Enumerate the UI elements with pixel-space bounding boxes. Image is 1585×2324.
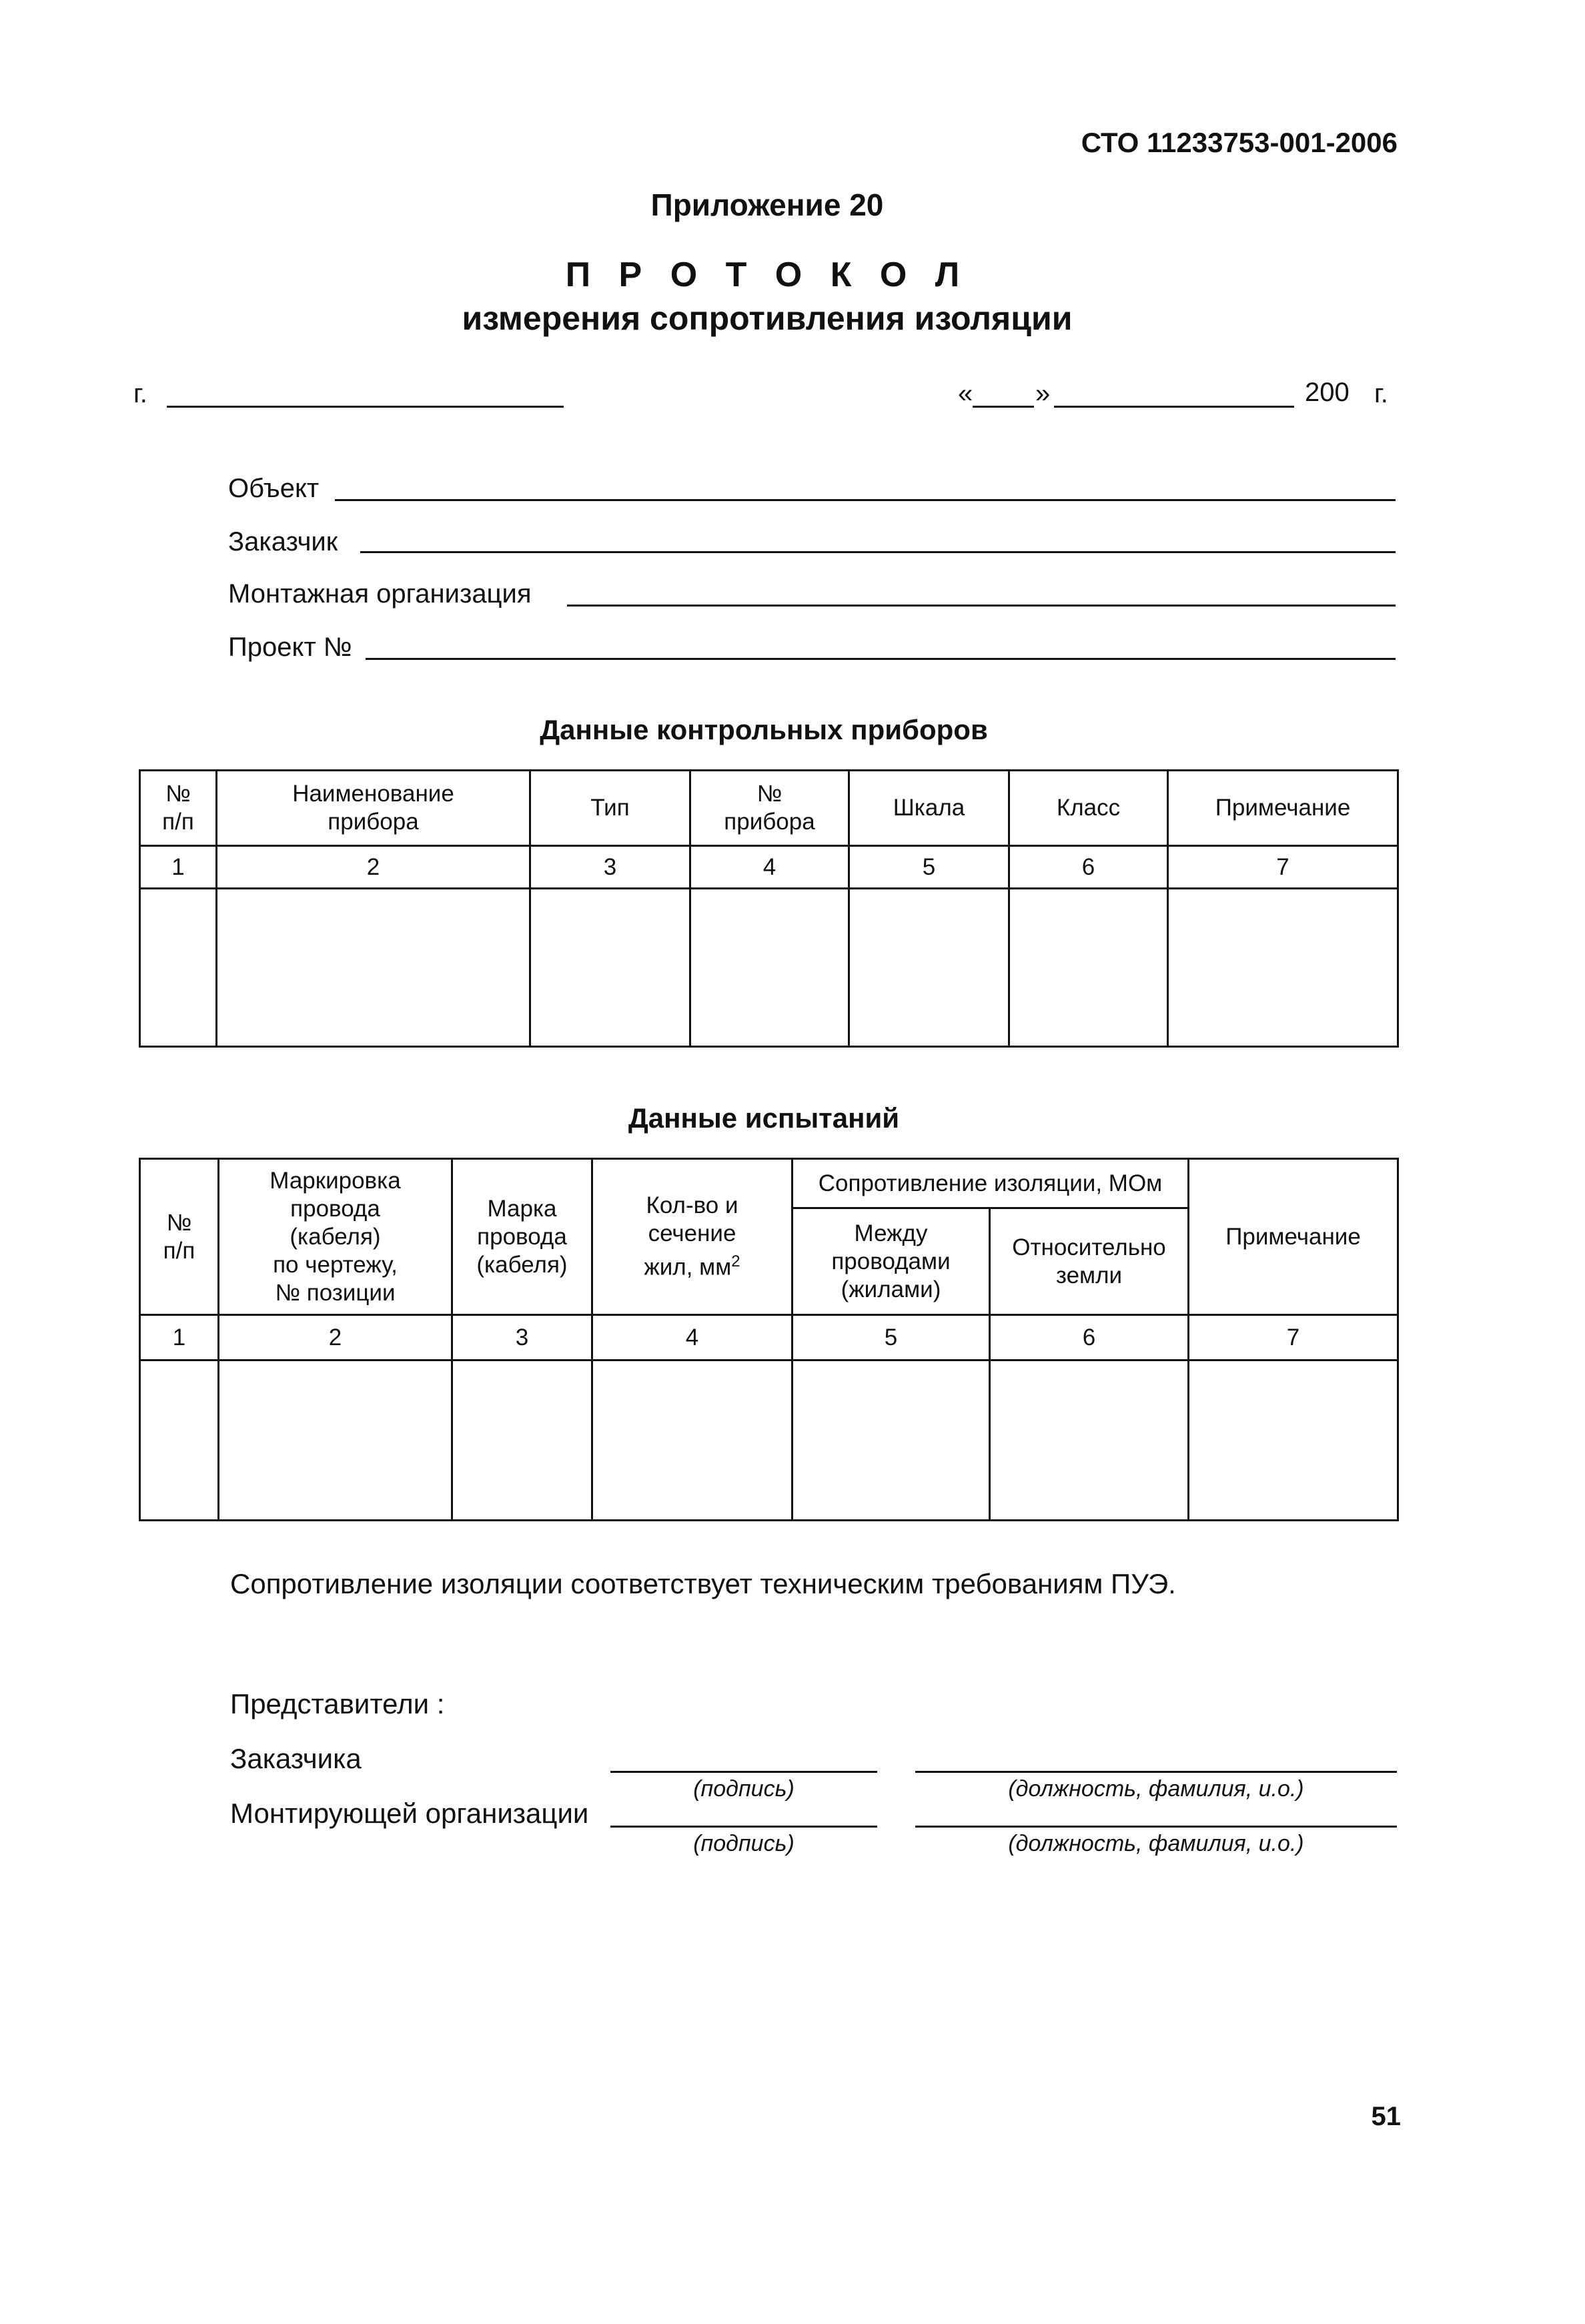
col-number: 7 <box>1168 846 1398 889</box>
table-cell[interactable] <box>1189 1361 1398 1521</box>
col-header-wire-marking: Маркировка провода (кабеля) по чертежу, № позиции <box>219 1159 452 1315</box>
col-header-type: Тип <box>530 771 690 846</box>
col-number: 4 <box>690 846 849 889</box>
col-header-number: № п/п <box>140 1159 219 1315</box>
table-cell[interactable] <box>530 889 690 1047</box>
customer-position-line[interactable] <box>915 1771 1397 1773</box>
table-cell[interactable] <box>452 1361 592 1521</box>
col-header-cores-count: Кол-во и сечение жил, $мм^2$ <box>592 1159 792 1315</box>
col-header-instrument-name: Наименование прибора <box>217 771 530 846</box>
table-cell[interactable] <box>219 1361 452 1521</box>
city-prefix: г. <box>133 379 147 408</box>
installer-label: Монтажная организация <box>228 579 532 609</box>
col-number: 3 <box>452 1315 592 1361</box>
table-cell[interactable] <box>140 1361 219 1521</box>
installer-signature-line[interactable] <box>610 1826 877 1828</box>
date-year-suffix: г. <box>1374 379 1388 408</box>
date-day-line[interactable] <box>973 406 1034 408</box>
col-number: 5 <box>849 846 1009 889</box>
appendix-title: Приложение 20 <box>650 187 884 222</box>
col-number: 2 <box>217 846 530 889</box>
table-cell[interactable] <box>690 889 849 1047</box>
table-cell[interactable] <box>592 1361 792 1521</box>
tests-header-row-1 <box>140 1159 1398 1208</box>
instruments-data-row <box>140 889 1398 1047</box>
document-title: П Р О Т О К О Л <box>565 256 969 294</box>
signature-hint: (подпись) <box>693 1831 795 1856</box>
table-cell[interactable] <box>217 889 530 1047</box>
col-number: 4 <box>592 1315 792 1361</box>
installer-rep-label: Монтирующей организации <box>230 1798 589 1829</box>
instruments-header-row <box>140 771 1398 846</box>
object-label: Объект <box>228 474 320 503</box>
customer-signature-line[interactable] <box>610 1771 877 1773</box>
tests-column-numbers-row <box>140 1315 1398 1361</box>
col-number: 2 <box>219 1315 452 1361</box>
conclusion-text: Сопротивление изоляции соответствует техническим требованиям ПУЭ. <box>230 1568 1176 1599</box>
col-header-wire-brand: Марка провода (кабеля) <box>452 1159 592 1315</box>
col-header-class: Класс <box>1009 771 1168 846</box>
instruments-column-numbers-row <box>140 846 1398 889</box>
document-code: СТО 11233753-001-2006 <box>1081 127 1398 158</box>
col-number: 1 <box>140 846 217 889</box>
col-header-note: Примечание <box>1168 771 1398 846</box>
tests-table-title: Данные испытаний <box>628 1102 900 1134</box>
signature-hint: (подпись) <box>693 1776 795 1802</box>
table-cell[interactable] <box>1168 889 1398 1047</box>
col-header-scale: Шкала <box>849 771 1009 846</box>
representatives-heading: Представители : <box>230 1688 445 1719</box>
city-field-line[interactable] <box>167 406 564 408</box>
col-number: 1 <box>140 1315 219 1361</box>
tests-table <box>139 1158 1399 1521</box>
table-cell[interactable] <box>1009 889 1168 1047</box>
table-cell[interactable] <box>792 1361 990 1521</box>
col-number: 6 <box>1009 846 1168 889</box>
col-header-relative-ground: Относительно земли <box>990 1208 1189 1315</box>
customer-rep-label: Заказчика <box>230 1743 362 1774</box>
col-number: 5 <box>792 1315 990 1361</box>
page-number: 51 <box>1371 2102 1401 2131</box>
col-number: 3 <box>530 846 690 889</box>
col-number: 6 <box>990 1315 1189 1361</box>
project-label: Проект № <box>228 633 352 662</box>
instruments-table-title: Данные контрольных приборов <box>540 714 988 745</box>
position-hint: (должность, фамилия, и.о.) <box>1008 1831 1304 1856</box>
instruments-table <box>139 769 1399 1048</box>
date-month-line[interactable] <box>1054 406 1294 408</box>
table-cell[interactable] <box>140 889 217 1047</box>
date-close-quote: » <box>1035 379 1051 408</box>
table-cell[interactable] <box>990 1361 1189 1521</box>
col-header-number: № п/п <box>140 771 217 846</box>
col-header-instrument-number: № прибора <box>690 771 849 846</box>
col-header-between-wires: Между проводами (жилами) <box>792 1208 990 1315</box>
col-header-insulation-resistance: Сопротивление изоляции, МОм <box>792 1159 1189 1208</box>
table-cell[interactable] <box>849 889 1009 1047</box>
position-hint: (должность, фамилия, и.о.) <box>1008 1776 1304 1802</box>
tests-data-row <box>140 1361 1398 1521</box>
installer-field-line[interactable] <box>567 605 1396 607</box>
customer-label: Заказчик <box>228 527 338 556</box>
col-number: 7 <box>1189 1315 1398 1361</box>
date-year: 200 <box>1305 378 1350 407</box>
customer-field-line[interactable] <box>360 551 1396 553</box>
document-subtitle: измерения сопротивления изоляции <box>462 300 1073 337</box>
installer-position-line[interactable] <box>915 1826 1397 1828</box>
object-field-line[interactable] <box>335 499 1396 501</box>
col-header-note: Примечание <box>1189 1159 1398 1315</box>
project-field-line[interactable] <box>366 658 1396 660</box>
date-open-quote: « <box>958 379 973 408</box>
